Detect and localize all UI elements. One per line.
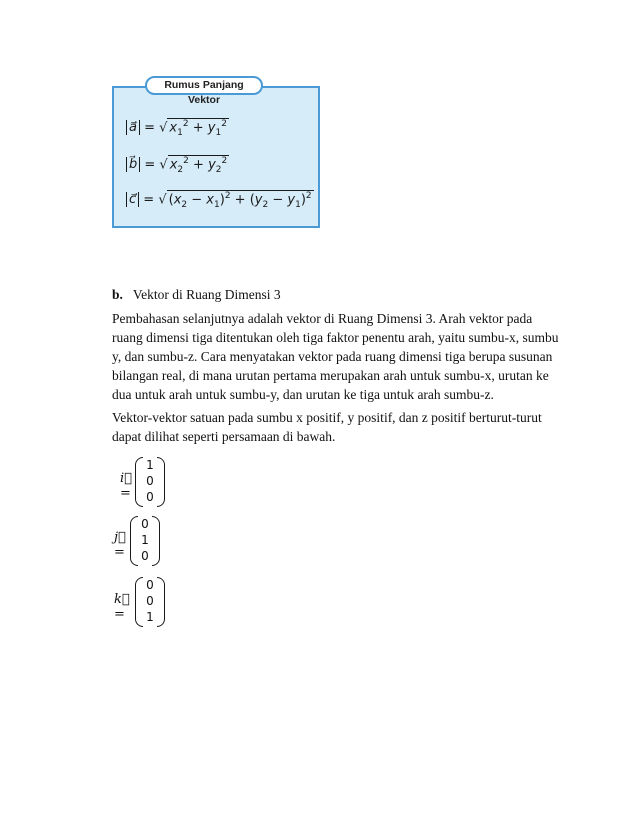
column-vector-k bbox=[139, 577, 161, 627]
vector-label-i: i⃗ = bbox=[120, 471, 132, 501]
vector-k-entry-1: 0 bbox=[146, 578, 154, 592]
vector-k-entry-2: 0 bbox=[146, 594, 154, 608]
section-heading bbox=[112, 287, 281, 303]
vector-j-entry-2: 1 bbox=[141, 533, 149, 547]
section-title: Vektor di Ruang Dimensi 3 bbox=[132, 287, 281, 302]
vector-i-entry-1: 1 bbox=[146, 458, 154, 472]
column-vector-i bbox=[139, 457, 161, 507]
section-letter: b. bbox=[112, 287, 123, 302]
formula-length-c: c⃗ = √ $(x_2 - x_1)^2 + (y_2 - y_1)^2$ bbox=[126, 190, 314, 210]
formula-box-title: Rumus Panjang Vektor bbox=[145, 76, 263, 95]
vector-label-j: j⃗ = bbox=[114, 530, 126, 560]
paragraph-intro: Pembahasan selanjutnya adalah vektor di Ruang Dimensi 3. Arah vektor pada ruang dimensi tiga ditentukan oleh tiga faktor penentu arah, yaitu sumbu-x, sumbu y, dan sumbu-z. Cara menyatakan vektor pada ruang dimensi tiga berupa susunan bilangan real, di mana urutan pertama merupakan arah untuk sumbu-x, urutan ke dua untuk arah untuk sumbu-y, dan urutan ke tiga untuk arah sumbu-z. bbox=[112, 311, 559, 402]
vector-j-entry-3: 0 bbox=[141, 549, 149, 563]
vector-i-entry-3: 0 bbox=[146, 490, 154, 504]
vector-j-entry-1: 0 bbox=[141, 517, 149, 531]
vector-label-k: k⃗ = bbox=[114, 592, 130, 622]
paragraph-unit-vectors: Vektor-vektor satuan pada sumbu x positif, y positif, dan z positif berturut-turut dapat dilihat seperti persamaan di bawah. bbox=[112, 410, 542, 444]
column-vector-j bbox=[134, 516, 156, 566]
formula-length-a: a⃗ = √ $x_1^2 + y_1^2$ bbox=[126, 118, 229, 138]
vector-k-entry-3: 1 bbox=[146, 610, 154, 624]
formula-length-b: b⃗ = √ $x_2^2 + y_2^2$ bbox=[126, 155, 229, 175]
vector-i-entry-2: 0 bbox=[146, 474, 154, 488]
